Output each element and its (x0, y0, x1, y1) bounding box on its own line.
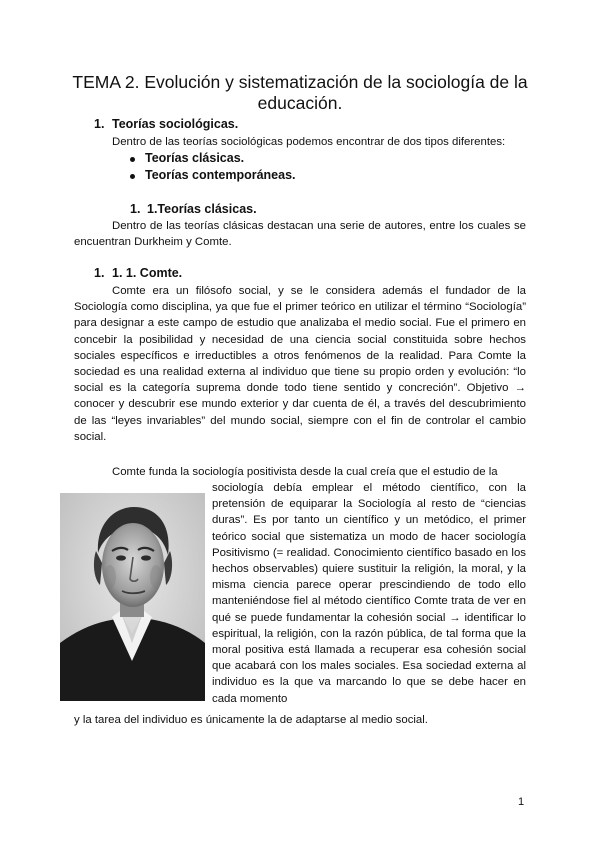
positivism-first-line: Comte funda la sociología positivista desde la cual creía que el estudio de la (112, 466, 498, 478)
page-title (70, 72, 530, 114)
positivism-wrapped-text: sociología debía emplear el método científico, con la pretensión de equiparar la Sociología al resto de “ciencias duras”. Es por tanto un científico y un metódico, el primer teórico social que sistematiza un modo de hacer sociología Positivismo (= realidad. Conocimiento científico basado en los hechos observables) quiere sustituir la religión, la moral, y la misma ciencia parece operar prescindiendo de todo ello manteniéndose fiel al método científico Comte trata de ver en qué se puede fundamentar la cohesión social → identificar lo espiritual, la religión, con la razón pública, de tal forma que la moral positiva está llamada a recuperar esa cohesión social que acabará con los males sociales. Esa sociedad externa al individuo es la que va marcando lo que se debe hacer en cada momento (212, 482, 526, 705)
section-1-1-1-number: 1. (94, 266, 105, 280)
bullet-item-1: Teorías clásicas. (145, 151, 245, 165)
section-1-number: 1. (94, 117, 105, 131)
positivism-last-line: y la tarea del individuo es únicamente la de adaptarse al medio social. (74, 714, 428, 726)
section-1-heading: Teorías sociológicas. (112, 117, 239, 131)
section-1-1-number: 1. (130, 202, 141, 216)
bullet-dot-1 (130, 157, 135, 162)
bullet-item-2: Teorías contemporáneas. (145, 168, 296, 182)
comte-portrait (60, 493, 205, 701)
page-number: 1 (518, 796, 525, 808)
section-1-1-heading: 1.Teorías clásicas. (147, 202, 257, 216)
section-1-intro: Dentro de las teorías sociológicas podemos encontrar de dos tipos diferentes: (112, 136, 506, 148)
title-line-1: TEMA 2. Evolución y sistematización de la sociología de la (72, 72, 528, 92)
section-1-1-1-heading: 1. 1. Comte. (112, 266, 183, 280)
comte-paragraph: Comte era un filósofo social, y se le considera además el fundador de la Sociología como disciplina, ya que fue el primer teórico en utilizar el término “Sociología” para designar a este campo de estudio que analizaba el medio social. Fue el primero en concebir la posibilidad y necesidad de una ciencia social constituida sobre hechos sociales específicos e irreductibles a otros fenómenos de la realidad. Para Comte la sociedad es una realidad externa al individuo que tiene su propio orden y evolución: “lo social es la categoría suprema donde todo tiene sentido y concreción”. Objetivo → conocer y descubrir ese mundo exterior y dar cuenta de él, a través del descubrimiento de las “leyes invariables” del mundo social, siempre con el fin de controlar el cambio social. (74, 285, 526, 443)
bullet-dot-2 (130, 174, 135, 179)
title-line-2: educación. (257, 93, 343, 113)
section-1-1-text: Dentro de las teorías clásicas destacan una serie de autores, entre los cuales se encuentran Durkheim y Comte. (74, 220, 526, 249)
